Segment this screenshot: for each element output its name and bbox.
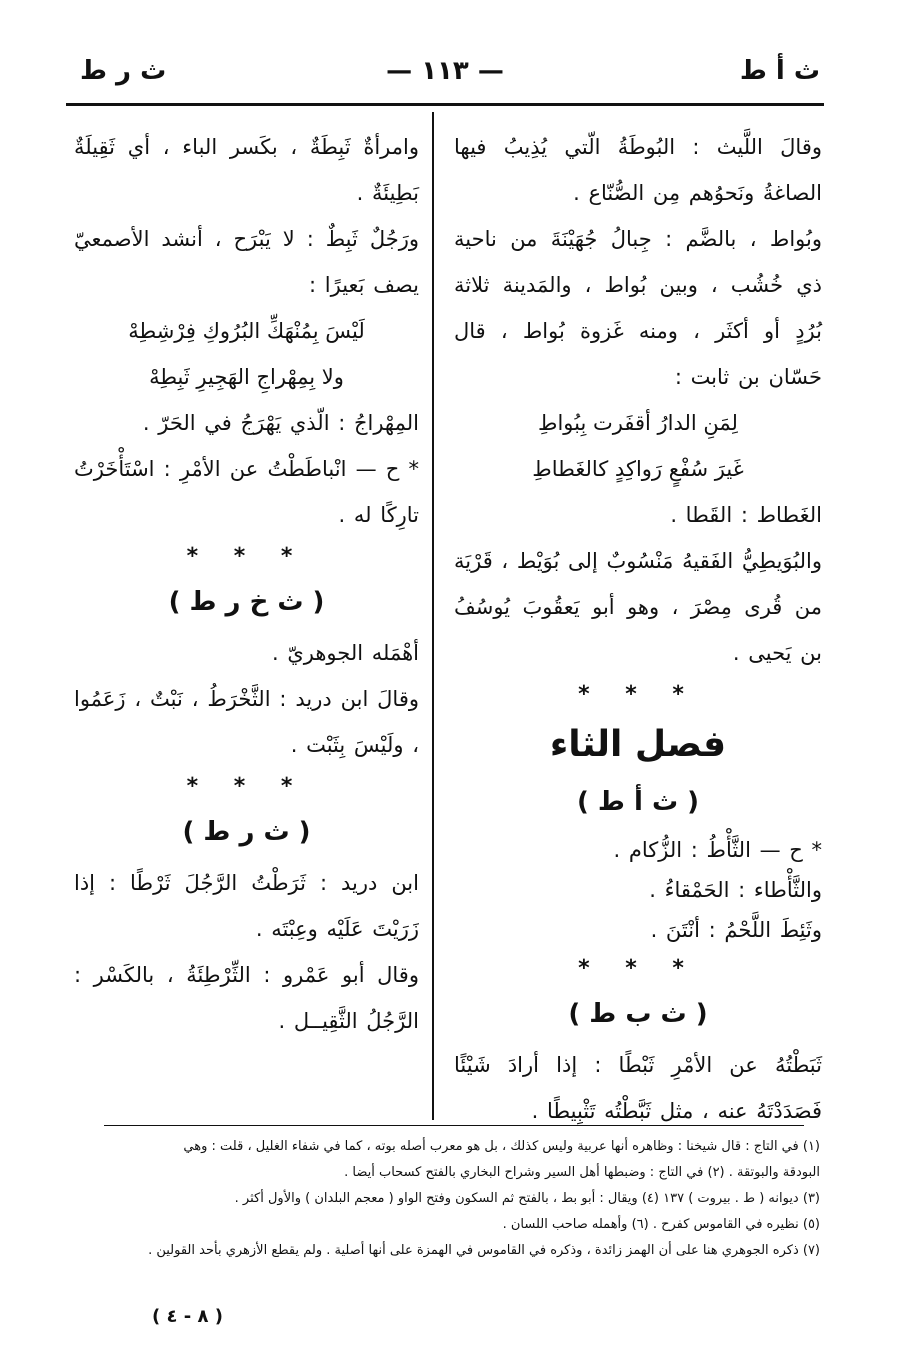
paragraph: وقالَ اللَّيث : البُوطَةُ الّتي يُذِيبُ فيها الصاغةُ ونَحوُهم مِن الصُّنّاع . [454,135,822,205]
footnote: (٥) نظيره في القاموس كفرح . (٦) وأهمله صاحب اللسان . [502,1217,820,1232]
footnote: (٣) ديوانه ( ط . بيروت ) ١٣٧ (٤) ويقال : أبو بط ، بالفتح ثم السكون وفتح الواو ( معجم البلدان ) والأول أكثر . [234,1191,820,1206]
section-separator: * * * [186,774,307,799]
page-header [70,52,820,98]
paragraph: ابن دريد : ثَرَطْتُ الرَّجُلَ ثَرْطًا : إذا زَرَيْتَ عَلَيْه وعِبْتَه . [74,871,419,941]
entry-heading: ( ث خ ر ط ) [168,587,325,617]
footnote-rule [104,1125,804,1126]
paragraph: ورَجُلٌ ثَبِطٌ : لا يَبْرَح ، أنشد الأصمعيّ يصف بَعيرًا : [74,227,419,297]
right-column [454,124,822,1134]
page-number: — ١١٣ — [386,56,504,86]
verse-line: لَيْسَ بِمُنْهَكِّ البُرُوكِ فِرْشِطِهْ [128,319,365,343]
paragraph: * ح — الثَّأْطُ : الزُّكام . [613,838,822,862]
paragraph: أهْمَله الجوهريّ . [271,641,419,665]
paragraph: والثَّأْطاء : الحَمْقاءُ . [649,878,822,902]
printer-signature: ( ٨ - ٤ ) [152,1306,224,1327]
paragraph: وثَئِطَ اللَّحْمُ : أنْتَنَ . [650,918,822,942]
paragraph: والبُوَيطِيُّ الفَقيهُ مَنْسُوبٌ إلى بُوَيْط ، قَرْيَة من قُرى مِصْرَ ، وهو أبو يَعقُوبَ يُوسُفُ بن يَحيى . [454,549,822,665]
paragraph: وقالَ ابن دريد : الثَّخْرَطُ ، نَبْتٌ ، زَعَمُوا ، ولَيْسَ بِثَبْت . [74,687,419,757]
section-title: فصل الثاء [549,724,727,765]
paragraph: ثَبَطْتُهُ عن الأمْرِ ثَبْطًا : إذا أرادَ شَيْئًا فَصَدَدْتَهُ عنه ، مثل ثَبَّطْتُه تَثْبِيطًا . [454,1053,822,1123]
paragraph: * ح — انْباطَطْتُ عن الأمْرِ : اسْتَأْخَرْتُ تارِكًا له . [74,457,419,527]
column-divider [432,112,434,1120]
paragraph: وبُواط ، بالضَّم : جِبالُ جُهَيْنَةَ من ناحية ذي خُشُب ، وبين بُواط ، والمَدينة ثلاثة بُرُدٍ أو أكثَر ، ومنه غَزوة بُواط ، قال حَسّان بن ثابت : [454,227,822,389]
header-root-left: ث ر ط [80,56,167,86]
entry-heading: ( ث ب ط ) [568,999,708,1029]
paragraph: الغَطاط : القَطا . [670,503,822,527]
footnote: البودقة والبوتقة . (٢) في التاج : وضبطها أهل السير وشراح البخاري بالفتح كسحاب أيضا . [344,1165,820,1180]
paragraph: المِهْراجُ : الّذي يَهْرَجُ في الحَرّ . [142,411,419,435]
header-rule [66,103,824,106]
verse-line: ولا بِمِهْراجِ الهَجِيرِ ثَبِطِهْ [149,365,344,389]
paragraph: وامرأةٌ ثَبِطَةٌ ، بكَسر الباء ، أي ثَقِيلَةٌ بَطِيئَةٌ . [74,135,419,205]
paragraph: وقال أبو عَمْرو : الثِّرْطِئَةُ ، بالكَسْر : الرَّجُلُ الثَّقِيــل . [74,963,419,1033]
entry-heading: ( ث أ ط ) [576,787,699,817]
header-root-right: ث أ ط [739,56,820,86]
footnote: (٧) ذكره الجوهري هنا على أن الهمز زائدة ، وذكره في القاموس في الهمزة على أنها أصلية . ولم يقطع الأزهري بأحد القولين . [148,1243,820,1258]
section-separator: * * * [578,682,698,707]
verse-line: غَيرَ سُفْعٍ رَواكِدٍ كالغَطاطِ [532,457,744,481]
section-separator: * * * [186,544,307,569]
entry-heading: ( ث ر ط ) [182,817,311,847]
section-separator: * * * [578,956,698,981]
footnotes [90,1134,820,1264]
footnote: (١) في التاج : قال شيخنا : وظاهره أنها عربية وليس كذلك ، بل هو معرب أصله بوته ، كما في شفاء الغليل ، قلت : وهي [183,1139,820,1154]
left-column [74,124,419,1044]
verse-line: لِمَنِ الدارُ أقفَرت بِبُواطِ [538,411,738,435]
